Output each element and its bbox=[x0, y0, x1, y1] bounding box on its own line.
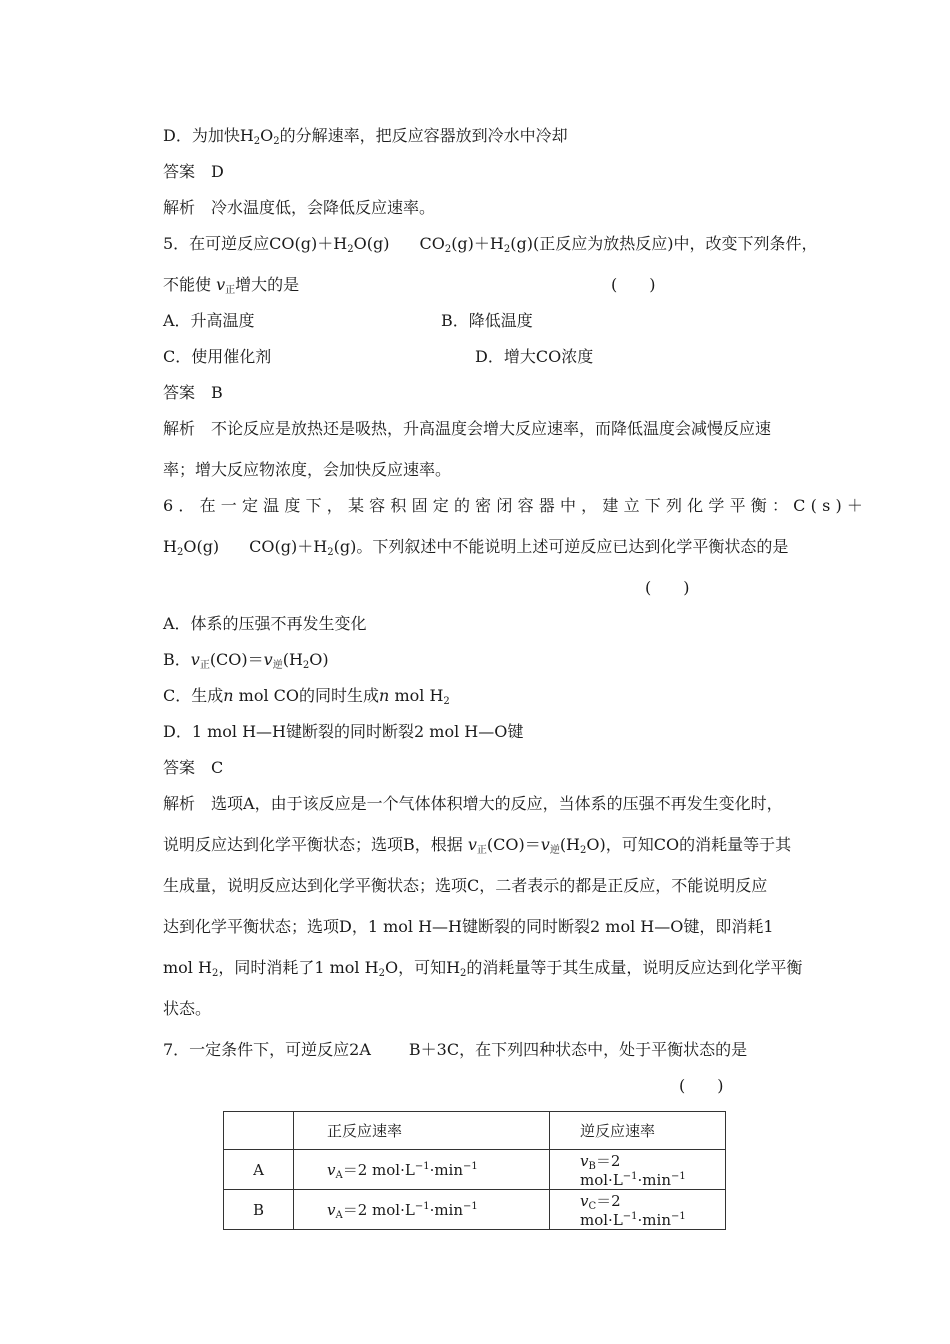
q6-option-b: B．$v_正(CO)=v_逆(H_2O)$ bbox=[163, 650, 329, 671]
q7-stem: 7．一定条件下，可逆反应2A B＋3C，在下列四种状态中，处于平衡状态的是 bbox=[163, 1040, 748, 1059]
q6-analysis-line6: 状态。 bbox=[163, 999, 212, 1018]
q6-option-d: D．1 mol H—H键断裂的同时断裂2 mol H—O键 bbox=[163, 722, 524, 741]
rate-table bbox=[223, 1111, 726, 1230]
q5-stem-line1: 5．在可逆反应$CO(g)+H_2O(g)$ $CO_2(g)+H_2(g)$(正反应为放热反应)中，改变下列条件， bbox=[163, 234, 818, 255]
q6-analysis-line3: 生成量，说明反应达到化学平衡状态；选项C，二者表示的都是正反应，不能说明反应 bbox=[163, 876, 768, 895]
table-cell-label: B bbox=[224, 1190, 294, 1230]
q6-analysis-line5: mol $H_2$，同时消耗了1 mol $H_2O$，可知$H_2$的消耗量等于其生成量，说明反应达到化学平衡 bbox=[163, 958, 803, 979]
table-header-cell: 逆反应速率 bbox=[550, 1112, 726, 1150]
q5-stem-line2: 不能使 $v_正$增大的是 bbox=[163, 275, 300, 296]
table-header-cell bbox=[224, 1112, 294, 1150]
q6-stem-line2: $H_2O(g)$ $CO(g)+H_2(g)$。下列叙述中不能说明上述可逆反应已达到化学平衡状态的是 bbox=[163, 537, 789, 558]
q6-analysis-line1: 解析 选项A，由于该反应是一个气体体积增大的反应，当体系的压强不再发生变化时， bbox=[163, 794, 783, 813]
table-row bbox=[224, 1150, 726, 1190]
table-header-row bbox=[224, 1112, 726, 1150]
table-cell-reverse-rate: $v_B=2$ $mol\cdot L^{-1}\cdot\min^{-1}$ bbox=[550, 1150, 726, 1190]
q6-option-a: A．体系的压强不再发生变化 bbox=[163, 614, 367, 633]
q5-analysis-line2: 率；增大反应物浓度，会加快反应速率。 bbox=[163, 460, 452, 479]
q5-option-a: A．升高温度 bbox=[163, 311, 255, 330]
table-cell-reverse-rate: $v_C=2$ $mol\cdot L^{-1}\cdot\min^{-1}$ bbox=[550, 1190, 726, 1230]
q6-answer: 答案 C bbox=[163, 758, 224, 777]
table-cell-label: A bbox=[224, 1150, 294, 1190]
q5-analysis-line1: 解析 不论反应是放热还是吸热，升高温度会增大反应速率，而降低温度会减慢反应速 bbox=[163, 419, 772, 438]
table-header-cell: 正反应速率 bbox=[294, 1112, 550, 1150]
q6-analysis-line2: 说明反应达到化学平衡状态；选项B，根据 $v_正(CO)=v_逆(H_2O)$，可知CO的消耗量等于其 bbox=[163, 835, 792, 856]
q5-option-b: B．降低温度 bbox=[441, 311, 533, 330]
q6-analysis-line4: 达到化学平衡状态；选项D，1 mol H—H键断裂的同时断裂2 mol H—O键，即消耗1 bbox=[163, 917, 774, 936]
q5-answer-paren: ( ) bbox=[611, 275, 656, 294]
table-cell-forward-rate: $v_A=2$ $mol\cdot L^{-1}\cdot\min^{-1}$ bbox=[294, 1190, 550, 1230]
q6-answer-paren: ( ) bbox=[645, 578, 690, 597]
q4-option-d: D．为加快$H_2O_2$的分解速率，把反应容器放到冷水中冷却 bbox=[163, 126, 568, 147]
q4-answer: 答案 D bbox=[163, 162, 224, 181]
q5-option-c: C．使用催化剂 bbox=[163, 347, 272, 366]
table-cell-forward-rate: $v_A=2$ $mol\cdot L^{-1}\cdot\min^{-1}$ bbox=[294, 1150, 550, 1190]
q7-answer-paren: ( ) bbox=[679, 1076, 724, 1095]
q6-stem-line1: 6．在一定温度下，某容积固定的密闭容器中，建立下列化学平衡：C(s)＋ bbox=[163, 496, 869, 515]
q4-analysis: 解析 冷水温度低，会降低反应速率。 bbox=[163, 198, 436, 217]
q6-option-c: C．生成n mol CO的同时生成n mol $H_2$ bbox=[163, 686, 450, 707]
q5-option-d: D．增大CO浓度 bbox=[475, 347, 594, 366]
table-row bbox=[224, 1190, 726, 1230]
q5-answer: 答案 B bbox=[163, 383, 223, 402]
